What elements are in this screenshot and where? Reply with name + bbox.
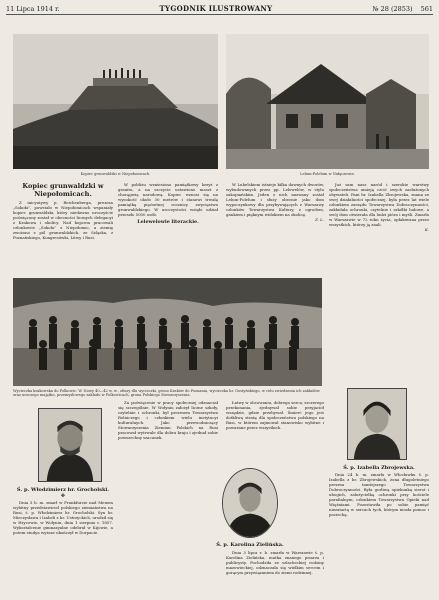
mound-illustration bbox=[13, 34, 218, 169]
portrait-zbrojewska-image bbox=[348, 389, 406, 459]
column-4-signature: K. bbox=[424, 227, 429, 232]
portrait-zbrojewska bbox=[347, 388, 407, 460]
caption-kopiec: Kopiec grunwaldzki w Niepołomicach. bbox=[80, 172, 151, 176]
column-b2 bbox=[118, 400, 218, 595]
column-b4-text: Dnia 3 lipca r. b. zmarła w Warszawie ś. p. Karolina Zielińska, matka znanego pisarza i publicysty. Pochodziła ze szlacheckiej rodziny mazowieckiej, odznaczała się wielkim sercem i gorącym przywiązaniem do ziemi rodzinnej. bbox=[226, 550, 324, 575]
portrait-grocholski-image bbox=[39, 409, 101, 481]
heading-lelewel: Lelewelowie literackie. bbox=[137, 219, 199, 225]
column-b5-text: Dnia 24 b. m. zmarła w Włocławku ś. p. Izabella z hr. Zbrojewskich, żona długoletniego prezesa tamtejszego Towarzystwa Dobroczynności. Była gorliwą opiekunką sierot i ubogich, założycielką ochronki przy kościele parafialnym, członkiem Towarzystwa Opieki nad Więźniami. Pozostawiła po sobie pamięć niezatartą w sercach tych, którym niosła pomoc i pociechę. bbox=[329, 472, 429, 517]
obit-heading-grocholski: Ś. p. Włodzimierz hr. Grocholski. bbox=[16, 487, 110, 493]
column-b5 bbox=[329, 472, 429, 595]
photo-lelum bbox=[226, 34, 429, 169]
column-2-text: W pobliżu wzniesiono pamiątkowy krzyż z granitu, a na szczycie ustawiono maszt z chorągwią narodową. Kopiec wznosi się na wysokość około 30 metrów i stanowi trwałą pamiątkę pięćsetnej rocznicy zwycięstwa grunwaldzkiego. W uroczystości wzięło udział przeszło 5000 osób. bbox=[118, 182, 218, 217]
header-issue: № 28 (2853) bbox=[372, 4, 413, 13]
group-illustration bbox=[13, 278, 322, 386]
page-header bbox=[6, 3, 433, 15]
column-b1-text: Dnia 3 b. m. zmarł w Frankfurcie nad Menem wybitny przedstawiciel polskiego ziemiaństwa na Rusi, ś. p. Włodzimierz hr. Grocholski. Syn hr. Mieczysława i Izabeli z hr. Ustrzyckich, urodził się w Hrycowie, w Wołyniu, dnia 1 sierpnia r. 1857. Wykształcenie gimnazyalne odebrał w Kijowie, a potem studya wyższe ukończył w Dorpacie. bbox=[13, 500, 113, 535]
column-b2-text: Za poświęcenie w pracy społecznej odznaczał się szczególnie. W Wołyniu założył liczne szkoły, czytelnie i ochronki, był prezesem Towarzystwa Rolniczego i członkiem wielu instytucyi kulturalnych. Jako przewodniczący Stowarzyszenia Ziemian Polskich na Rusi pracował wytrwale dla dobra kraju i zjednał sobie powszechny szacunek. bbox=[118, 400, 218, 440]
photo-kopiec bbox=[13, 34, 218, 169]
column-b1 bbox=[13, 500, 113, 595]
column-b3-text: Łatwy w obcowaniu, dobrego serca, szczerego przekonania, zjednywał sobie przyjaciół wszędzie, gdzie przebywał. Śmierć jego jest dotkliwą stratą dla społeczeństwa polskiego na Rusi, w którem zajmował stanowisko wybitne i poważane przez wszystkich. bbox=[226, 400, 324, 430]
heading-kopiec: Kopiec grunwaldzki w Niepołomicach. bbox=[22, 182, 104, 198]
portrait-zielinska-image bbox=[223, 469, 277, 537]
obit-heading-zielinska: Ś. p. Karolina Zielińska. bbox=[216, 542, 284, 548]
column-4-text: Już sam nasz naród i szerokie warstwy społeczeństwa umieją czcić swych zasłużonych obywateli. Pani hr. Izabella Zbrojewska, znana ze swej działalności społecznej, była przez lat wiele członkiem zarządu Towarzystwa Dobroczynności, zakładała ochronki, czytelnie i szkółki ludowe, a swój dom otwierała dla ludzi pióra i myśli. Zmarła w Warszawie w 72 roku życia, opłakiwana przez wszystkich, którzy ją znali. bbox=[329, 182, 429, 227]
portrait-zielinska bbox=[222, 468, 278, 538]
obit-heading-zbrojewska: Ś. p. Izabella Zbrojewska. bbox=[343, 465, 415, 471]
header-journal-title: TYGODNIK ILUSTROWANY bbox=[159, 4, 273, 13]
header-page-number: 561 bbox=[420, 4, 433, 13]
column-1 bbox=[13, 182, 113, 274]
photo-group bbox=[13, 278, 322, 386]
caption-lelum: Lelum-Polelum w Nałęczowie. bbox=[300, 172, 355, 176]
column-1-text: Z inicyatywy p. Reichenberga, prezesa „Sokoła”, powstało w Niepołomicach wspaniały kopiec grunwaldzki, który niedawno uroczyście poświęcony został w obecności licznych delegacyi z Krakowa i okolicy. Nad kopcem pracowali członkowie „Sokoła” z Niepołomic, a ziemię zwożono z pól grunwaldzkich, ze Szląska, z Poznańskiego, Kongresówki, Litwy i Rusi. bbox=[13, 200, 113, 240]
ornament-divider: ✥ bbox=[60, 493, 66, 499]
column-3-text: W Lubelskiem istnieje kilka dawnych dworów, wybudowanych przez pp. Lelewelów, w stylu zakopiańskim. Jeden z nich nazwany został Lelum-Polelum i służy obecnie jako dom wypoczynkowy dla przybywających z Warszawy członków Towarzystwa Kultury, z ogrodem, gankiem i pięknym widokiem na okolicę. bbox=[226, 182, 324, 217]
header-date: 11 Lipca 1914 r. bbox=[6, 4, 60, 13]
portrait-grocholski bbox=[38, 408, 102, 482]
column-b3 bbox=[226, 400, 324, 464]
column-b4 bbox=[226, 550, 324, 595]
column-3 bbox=[226, 182, 324, 274]
caption-group: Wycieczka krakowska do Polkowic: W. Nowy 40—42 w. w., ofiary dla wycieczki, grono Kraków do Poznania, wycieczka hr. Gostyńskiego, w celu zwiedzenia ich zakładów oraz uroczego majątku, przemysłowego zakładu w Polkowicach, grona Polskiego Stowarzyszenia. bbox=[13, 389, 320, 398]
villa-illustration bbox=[226, 34, 429, 169]
column-3-signature: Z. L. bbox=[315, 217, 324, 222]
column-4 bbox=[329, 182, 429, 382]
column-2 bbox=[118, 182, 218, 274]
